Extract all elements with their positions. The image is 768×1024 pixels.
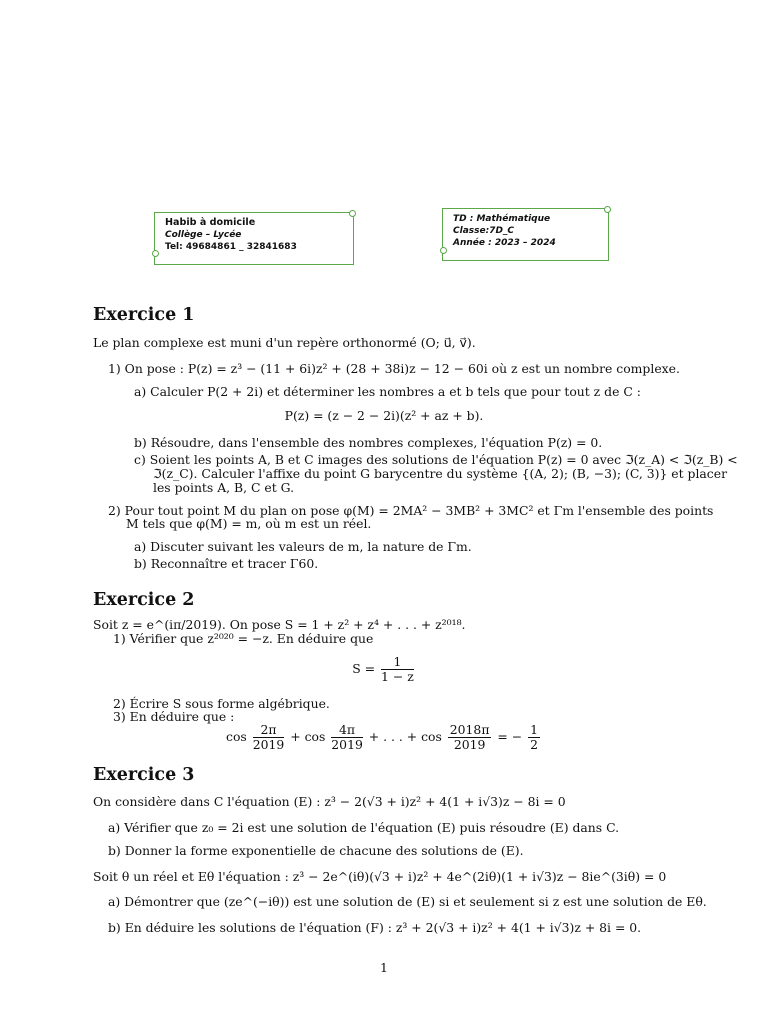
eq2-f3-den: 2019 (453, 737, 486, 752)
ex1-q1a: a) Calculer P(2 + 2i) et déterminer les nombres a et b tels que pour tout z de C : (134, 384, 641, 399)
ex2-q1: 1) Vérifier que z²⁰²⁰ = −z. En déduire que (113, 631, 374, 646)
header-left-name: Habib à domicile (165, 217, 256, 228)
ex2-equation-2 (0, 723, 768, 752)
ex3-qb2: b) En déduire les solutions de l'équation (F) : z³ + 2(√3 + i)z² + 4(1 + i√3)z + 8i = 0. (108, 920, 642, 935)
header-left-level: Collège – Lycée (165, 230, 242, 240)
exercise-3-title: Exercice 3 (93, 765, 195, 785)
eq2-f4-num: 1 (530, 722, 538, 737)
ex1-q1c-line3: les points A, B, C et G. (153, 480, 295, 495)
ex1-q2-line1: 2) Pour tout point M du plan on pose φ(M) = 2MA² − 3MB² + 3MC² et Γm l'ensemble des points (108, 503, 714, 518)
header-right-year: Année : 2023 – 2024 (453, 238, 556, 248)
eq2-f2-num: 4π (331, 723, 363, 738)
eq2-fraction-4 (528, 723, 540, 752)
ex1-q1c-line2: ℑ(z_C). Calculer l'affixe du point G barycentre du système {(A, 2); (B, −3); (C, 3)} et placer (153, 466, 728, 481)
page-number: 1 (380, 960, 388, 975)
header-left-box (154, 212, 354, 265)
exercise-1-title: Exercice 1 (93, 305, 195, 325)
eq1-denominator: 1 − z (381, 669, 414, 684)
eq2-f1-den: 2019 (252, 737, 285, 752)
header-right-box (442, 208, 609, 261)
eq1-lhs: S = (352, 661, 376, 676)
ex1-q1a-equation: P(z) = (z − 2 − 2i)(z² + az + b). (284, 408, 484, 423)
ex1-q1c-line1: c) Soient les points A, B et C images des solutions de l'équation P(z) = 0 avec ℑ(z_A) < ℑ(z_B) < (134, 452, 738, 467)
ex3-qb: b) Donner la forme exponentielle de chacune des solutions de (E). (108, 843, 524, 858)
ex1-q2b: b) Reconnaître et tracer Γ60. (134, 556, 319, 571)
eq2-mid: + . . . + cos (368, 729, 442, 744)
ex1-q1b: b) Résoudre, dans l'ensemble des nombres complexes, l'équation P(z) = 0. (134, 435, 603, 450)
eq2-f3-num: 2018π (449, 722, 490, 737)
header-left-tel: Tel: 49684861 _ 32841683 (165, 242, 297, 252)
eq2-f4-den: 2 (530, 737, 538, 752)
eq2-f2-den: 2019 (331, 737, 363, 752)
header-right-class: Classe:7D_C (453, 226, 515, 236)
eq2-fraction-2 (331, 723, 363, 752)
eq2-equals: = − (497, 729, 523, 744)
eq1-fraction (381, 655, 414, 684)
ex1-q1: 1) On pose : P(z) = z³ − (11 + 6i)z² + (28 + 38i)z − 12 − 60i où z est un nombre complexe. (108, 361, 680, 376)
eq2-plus1: + cos (290, 729, 326, 744)
ex1-q2a: a) Discuter suivant les valeurs de m, la nature de Γm. (134, 539, 472, 554)
ex2-intro: Soit z = e^(iπ/2019). On pose S = 1 + z² + z⁴ + . . . + z²⁰¹⁸. (93, 617, 466, 632)
eq1-numerator: 1 (381, 655, 414, 670)
ex2-q3: 3) En déduire que : (113, 709, 235, 724)
ex1-intro: Le plan complexe est muni d'un repère orthonormé (O; u⃗, v⃗). (93, 335, 476, 350)
ex3-intro2: Soit θ un réel et Eθ l'équation : z³ − 2e^(iθ)(√3 + i)z² + 4e^(2iθ)(1 + i√3)z − 8ie^(3iθ) = 0 (93, 869, 667, 884)
eq2-cos1: cos (226, 729, 247, 744)
eq2-f1-num: 2π (253, 723, 285, 738)
header-right-subject: TD : Mathématique (453, 214, 551, 224)
ex3-qa2: a) Démontrer que (ze^(−iθ)) est une solution de (E) si et seulement si z est une solution de Eθ. (108, 894, 707, 909)
exercise-2-title: Exercice 2 (93, 590, 195, 610)
ex3-qa: a) Vérifier que z₀ = 2i est une solution de l'équation (E) puis résoudre (E) dans C. (108, 820, 620, 835)
ex2-q2: 2) Écrire S sous forme algébrique. (113, 696, 330, 711)
ex1-q2-line2: M tels que φ(M) = m, où m est un réel. (126, 516, 372, 531)
ex2-equation-1 (0, 655, 768, 684)
eq2-fraction-3 (448, 723, 492, 752)
ex3-intro: On considère dans C l'équation (E) : z³ − 2(√3 + i)z² + 4(1 + i√3)z − 8i = 0 (93, 794, 566, 809)
eq2-fraction-1 (253, 723, 285, 752)
